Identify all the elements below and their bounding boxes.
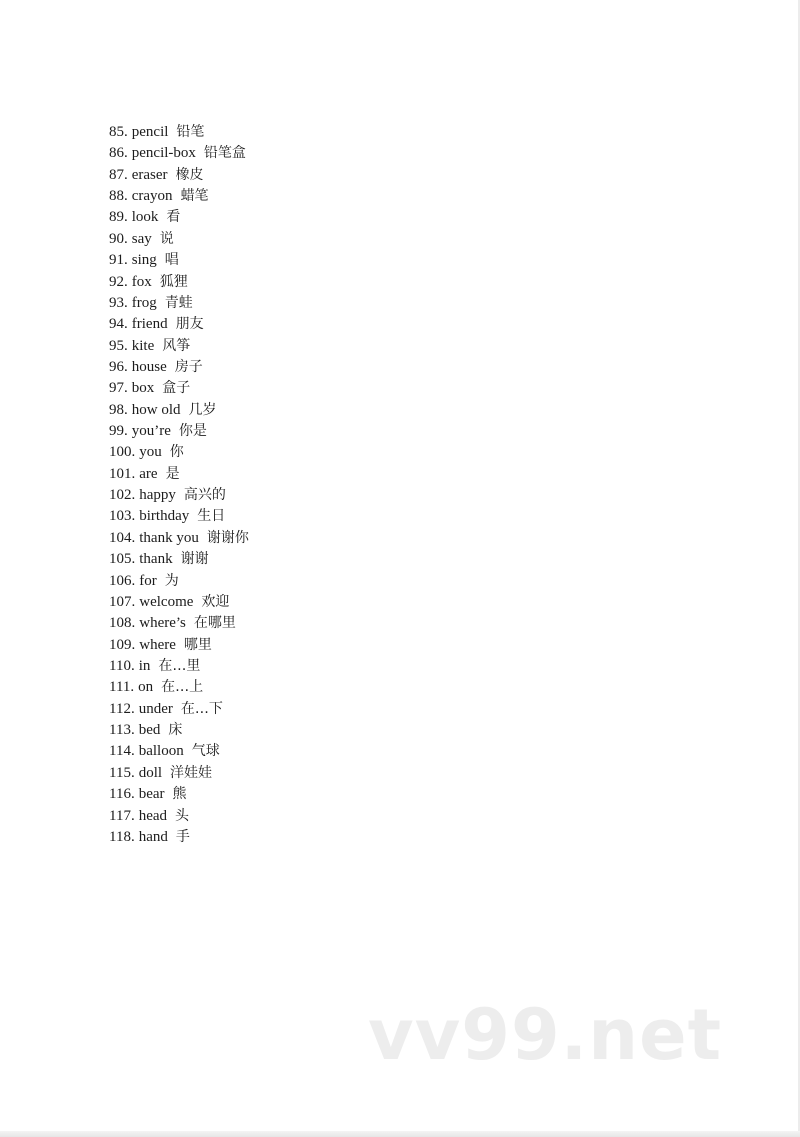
- english-word: where’s: [139, 615, 186, 632]
- english-word: under: [138, 700, 173, 717]
- english-word: bed: [138, 722, 161, 739]
- vocabulary-item: [109, 806, 249, 827]
- vocabulary-item: [109, 250, 249, 271]
- vocabulary-item: [109, 571, 249, 592]
- item-number: 103.: [109, 508, 136, 525]
- vocabulary-item: [109, 741, 249, 762]
- item-number: 114.: [109, 743, 135, 760]
- english-word: bear: [138, 786, 165, 803]
- english-word: frog: [131, 294, 157, 311]
- item-number: 94.: [109, 316, 128, 333]
- chinese-translation: 为: [164, 572, 179, 589]
- vocabulary-item: [109, 720, 249, 741]
- english-word: fox: [131, 273, 152, 290]
- vocabulary-list: [109, 122, 249, 848]
- chinese-translation: 房子: [174, 358, 203, 375]
- chinese-translation: 高兴的: [183, 487, 226, 504]
- chinese-translation: 你: [169, 444, 184, 461]
- vocabulary-item: [109, 635, 249, 656]
- english-word: thank you: [139, 529, 199, 546]
- english-word: box: [131, 380, 155, 397]
- vocabulary-item: [109, 442, 249, 463]
- chinese-translation: 蜡笔: [180, 188, 209, 205]
- item-number: 85.: [109, 124, 128, 140]
- vocabulary-item: [109, 763, 249, 784]
- item-number: 87.: [109, 166, 128, 183]
- vocabulary-item: [109, 549, 249, 570]
- vocabulary-item: [109, 293, 249, 314]
- english-word: pencil-box: [131, 145, 196, 162]
- chinese-translation: 谢谢你: [206, 529, 249, 546]
- item-number: 118.: [109, 828, 135, 845]
- item-number: 95.: [109, 337, 128, 354]
- english-word: how old: [131, 401, 181, 418]
- chinese-translation: 铅笔盒: [203, 145, 246, 162]
- vocabulary-item: [109, 421, 249, 442]
- english-word: are: [139, 465, 158, 482]
- item-number: 104.: [109, 529, 136, 546]
- chinese-translation: 盒子: [162, 380, 191, 397]
- item-number: 99.: [109, 423, 128, 440]
- chinese-translation: 你是: [178, 423, 207, 440]
- chinese-translation: 生日: [197, 508, 226, 525]
- vocabulary-item: [109, 784, 249, 805]
- item-number: 97.: [109, 380, 128, 397]
- item-number: 115.: [109, 764, 135, 781]
- vocabulary-item: [109, 165, 249, 186]
- vocabulary-item: [109, 464, 249, 485]
- item-number: 90.: [109, 230, 128, 247]
- item-number: 109.: [109, 636, 136, 653]
- english-word: hand: [138, 828, 168, 845]
- english-word: friend: [131, 316, 168, 333]
- vocabulary-item: [109, 336, 249, 357]
- english-word: welcome: [139, 593, 194, 610]
- chinese-translation: 头: [175, 807, 190, 824]
- chinese-translation: 在…下: [180, 700, 223, 717]
- english-word: thank: [139, 551, 173, 568]
- vocabulary-item: [109, 207, 249, 228]
- vocabulary-item: [109, 656, 249, 677]
- english-word: kite: [131, 337, 155, 354]
- item-number: 116.: [109, 786, 135, 803]
- vocabulary-item: [109, 143, 249, 164]
- english-word: pencil: [131, 124, 169, 140]
- chinese-translation: 橡皮: [175, 166, 204, 183]
- item-number: 93.: [109, 294, 128, 311]
- chinese-translation: 床: [168, 722, 183, 739]
- vocabulary-item: [109, 314, 249, 335]
- english-word: on: [138, 679, 154, 696]
- item-number: 106.: [109, 572, 136, 589]
- item-number: 113.: [109, 722, 135, 739]
- item-number: 107.: [109, 593, 136, 610]
- chinese-translation: 熊: [172, 786, 187, 803]
- english-word: in: [138, 657, 151, 674]
- english-word: look: [131, 209, 159, 226]
- item-number: 86.: [109, 145, 128, 162]
- vocabulary-item: [109, 592, 249, 613]
- english-word: you: [139, 444, 162, 461]
- chinese-translation: 在…上: [161, 679, 204, 696]
- item-number: 101.: [109, 465, 136, 482]
- chinese-translation: 看: [166, 209, 181, 226]
- chinese-translation: 狐狸: [159, 273, 188, 290]
- english-word: house: [131, 358, 167, 375]
- watermark: vv99.net: [368, 994, 723, 1076]
- english-word: sing: [131, 252, 157, 269]
- item-number: 105.: [109, 551, 136, 568]
- english-word: you’re: [131, 423, 171, 440]
- vocabulary-item: [109, 485, 249, 506]
- chinese-translation: 是: [165, 465, 180, 482]
- item-number: 89.: [109, 209, 128, 226]
- item-number: 98.: [109, 401, 128, 418]
- chinese-translation: 几岁: [188, 401, 217, 418]
- item-number: 88.: [109, 188, 128, 205]
- vocabulary-item: [109, 186, 249, 207]
- chinese-translation: 洋娃娃: [170, 764, 213, 781]
- chinese-translation: 铅笔: [176, 124, 205, 140]
- english-word: say: [131, 230, 152, 247]
- vocabulary-item: [109, 229, 249, 250]
- item-number: 102.: [109, 487, 136, 504]
- english-word: eraser: [131, 166, 168, 183]
- english-word: head: [138, 807, 168, 824]
- vocabulary-item: [109, 122, 249, 143]
- vocabulary-item: [109, 699, 249, 720]
- vocabulary-item: [109, 357, 249, 378]
- vocabulary-item: [109, 827, 249, 848]
- vocabulary-item: [109, 378, 249, 399]
- vocabulary-item: [109, 506, 249, 527]
- chinese-translation: 在哪里: [193, 615, 236, 632]
- item-number: 117.: [109, 807, 135, 824]
- chinese-translation: 说: [159, 230, 174, 247]
- chinese-translation: 手: [175, 828, 190, 845]
- english-word: for: [139, 572, 157, 589]
- english-word: birthday: [139, 508, 190, 525]
- chinese-translation: 气球: [191, 743, 220, 760]
- vocabulary-item: [109, 613, 249, 634]
- item-number: 110.: [109, 657, 135, 674]
- chinese-translation: 风筝: [162, 337, 191, 354]
- vocabulary-item: [109, 528, 249, 549]
- chinese-translation: 青蛙: [164, 294, 193, 311]
- english-word: crayon: [131, 188, 173, 205]
- chinese-translation: 朋友: [175, 316, 204, 333]
- english-word: balloon: [138, 743, 184, 760]
- item-number: 96.: [109, 358, 128, 375]
- item-number: 108.: [109, 615, 136, 632]
- item-number: 112.: [109, 700, 135, 717]
- item-number: 100.: [109, 444, 136, 461]
- chinese-translation: 谢谢: [180, 551, 209, 568]
- chinese-translation: 唱: [164, 252, 179, 269]
- chinese-translation: 欢迎: [201, 593, 230, 610]
- english-word: happy: [139, 487, 176, 504]
- vocabulary-item: [109, 677, 249, 698]
- page-edge-bottom: [0, 1131, 800, 1137]
- english-word: doll: [138, 764, 163, 781]
- vocabulary-item: [109, 272, 249, 293]
- item-number: 111.: [109, 679, 135, 696]
- item-number: 92.: [109, 273, 128, 290]
- english-word: where: [139, 636, 176, 653]
- chinese-translation: 哪里: [183, 636, 212, 653]
- item-number: 91.: [109, 252, 128, 269]
- chinese-translation: 在…里: [158, 657, 201, 674]
- vocabulary-item: [109, 400, 249, 421]
